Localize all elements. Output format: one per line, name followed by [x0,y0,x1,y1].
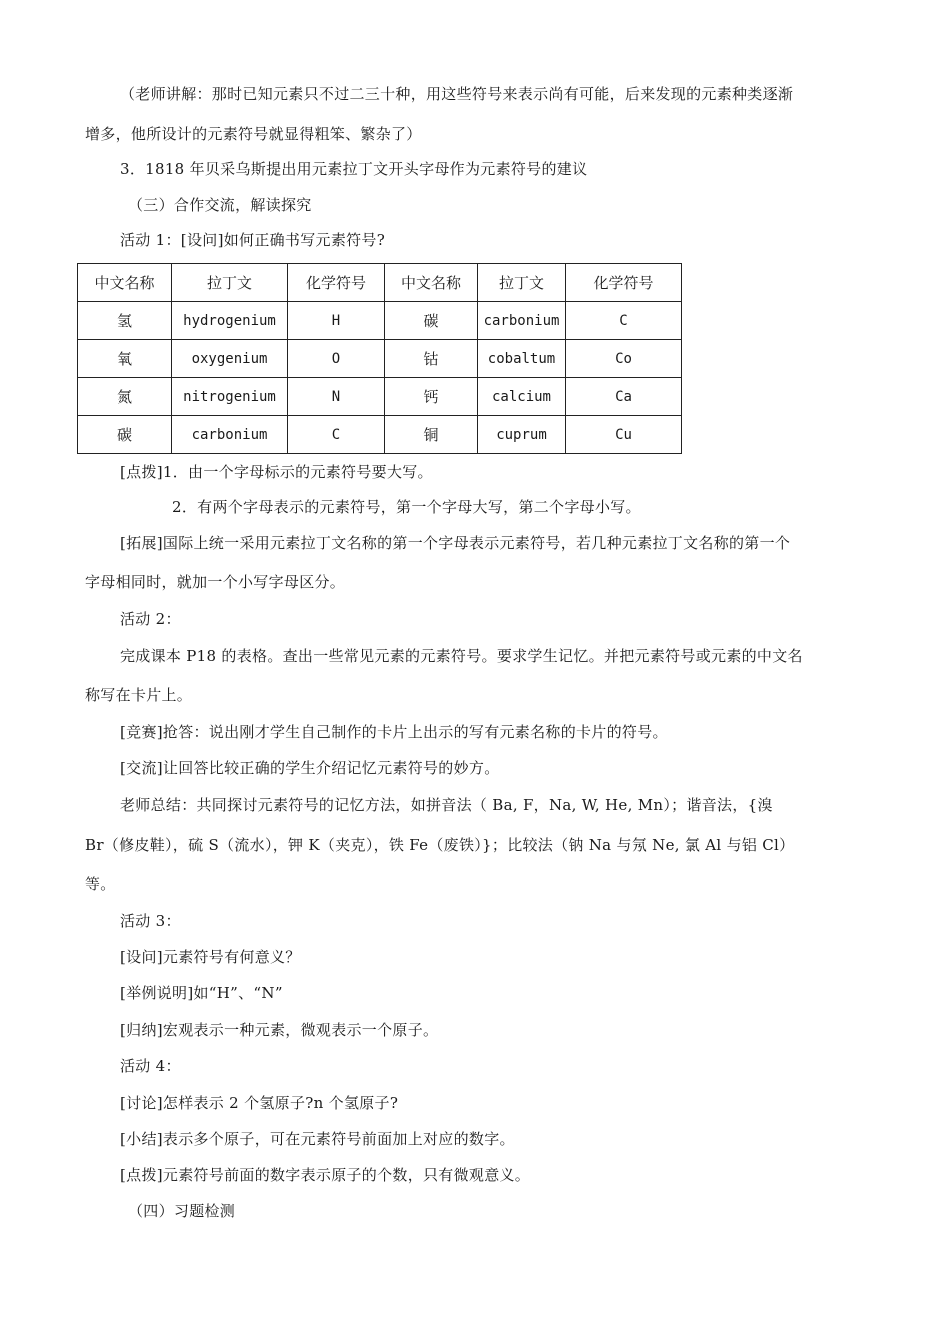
table-row [78,416,682,454]
activity-3-question: [设问]元素符号有何意义？ [120,948,301,966]
table-cell: H [288,302,385,340]
table-cell: cobaltum [478,340,566,378]
exchange-paragraph: [交流]让回答比较正确的学生介绍记忆元素符号的妙方。 [120,759,500,777]
tip-two-letters: 2．有两个字母表示的元素符号，第一个字母大写，第二个字母小写。 [172,498,641,516]
table-header-cell: 中文名称 [78,264,172,302]
activity-1-question: 活动 1：[设问]如何正确书写元素符号? [120,231,386,249]
table-cell: hydrogenium [172,302,288,340]
table-row [78,340,682,378]
table-cell: 碳 [385,302,478,340]
table-row [78,302,682,340]
table-header-row [78,264,682,302]
table-cell: 钴 [385,340,478,378]
teacher-summary-line2: Br（修皮鞋），硫 S（流水），钾 K（夹克），铁 Fe（废铁）}；比较法（钠 Na 与氖 Ne, 氯 Al 与铝 Cl） [85,836,795,854]
table-cell: calcium [478,378,566,416]
activity-3-example: [举例说明]如“H”、“N” [120,984,283,1002]
table-cell: Cu [566,416,682,454]
table-cell: N [288,378,385,416]
table-cell: carbonium [172,416,288,454]
table-cell: nitrogenium [172,378,288,416]
teacher-summary-line1: 老师总结：共同探讨元素符号的记忆方法，如拼音法（ Ba, F，Na, W, He, Mn）；谐音法，{溴 [120,796,773,814]
paragraph-teacher-explanation-line1: （老师讲解：那时已知元素只不过二三十种，用这些符号来表示尚有可能，后来发现的元素种类逐渐 [120,85,794,103]
table-cell: cuprum [478,416,566,454]
activity-2-heading: 活动 2： [120,610,181,628]
table-header-cell: 拉丁文 [172,264,288,302]
activity-4-tip: [点拨]元素符号前面的数字表示原子的个数，只有微观意义。 [120,1166,531,1184]
paragraph-berzelius-proposal: 3．1818 年贝采乌斯提出用元素拉丁文开头字母作为元素符号的建议 [120,160,588,178]
table-cell: 钙 [385,378,478,416]
section-heading-exercises: （四）习题检测 [128,1202,236,1220]
table-cell: Ca [566,378,682,416]
table-cell: 氧 [78,340,172,378]
activity-4-conclusion: [小结]表示多个原子，可在元素符号前面加上对应的数字。 [120,1130,515,1148]
table-header-cell: 化学符号 [566,264,682,302]
extension-line2: 字母相同时，就加一个小写字母区分。 [85,573,346,591]
table-cell: 氢 [78,302,172,340]
table-cell: O [288,340,385,378]
table-cell: Co [566,340,682,378]
tip-uppercase-single: [点拨]1．由一个字母标示的元素符号要大写。 [120,463,433,481]
activity-3-heading: 活动 3： [120,912,181,930]
table-cell: oxygenium [172,340,288,378]
table-cell: 铜 [385,416,478,454]
table-cell: C [566,302,682,340]
section-heading-cooperation: （三）合作交流，解读探究 [128,196,312,214]
activity-3-summary: [归纳]宏观表示一种元素，微观表示一个原子。 [120,1021,439,1039]
table-cell: carbonium [478,302,566,340]
table-header-cell: 拉丁文 [478,264,566,302]
table-row [78,378,682,416]
element-symbol-table [77,263,682,454]
activity-2-task-line2: 称写在卡片上。 [85,686,193,704]
table-cell: 碳 [78,416,172,454]
table-header-cell: 中文名称 [385,264,478,302]
table-cell: 氮 [78,378,172,416]
table-header-cell: 化学符号 [288,264,385,302]
extension-line1: [拓展]国际上统一采用元素拉丁文名称的第一个字母表示元素符号，若几种元素拉丁文名称的第一个 [120,534,791,552]
activity-4-discussion: [讨论]怎样表示 2 个氢原子?n 个氢原子? [120,1094,399,1112]
activity-4-heading: 活动 4： [120,1057,181,1075]
paragraph-teacher-explanation-line2: 增多，他所设计的元素符号就显得粗笨、繁杂了） [85,125,422,143]
table-cell: C [288,416,385,454]
activity-2-task-line1: 完成课本 P18 的表格。查出一些常见元素的元素符号。要求学生记忆。并把元素符号或元素的中文名 [120,647,803,665]
teacher-summary-line3: 等。 [85,875,116,893]
competition-paragraph: [竞赛]抢答：说出刚才学生自己制作的卡片上出示的写有元素名称的卡片的符号。 [120,723,668,741]
